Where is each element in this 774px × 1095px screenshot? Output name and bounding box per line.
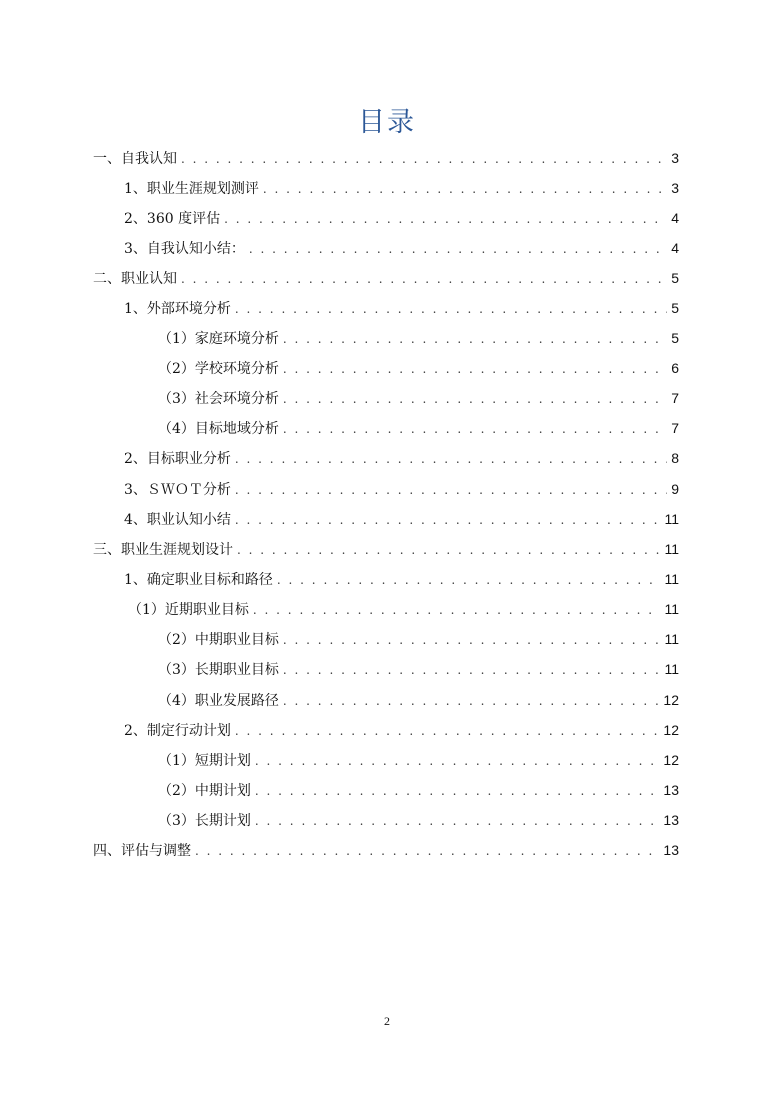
- dot-leader: [283, 332, 667, 346]
- dot-leader: [195, 844, 659, 858]
- toc-entry-label: （4）目标地域分析: [158, 421, 279, 437]
- toc-entry-label: （3）长期职业目标: [158, 662, 279, 678]
- toc-entry[interactable]: [124, 203, 679, 233]
- toc-entry-page: 12: [663, 752, 679, 768]
- page-number: 2: [384, 1014, 390, 1028]
- toc-entry-label: 一、自我认知: [93, 151, 177, 167]
- toc-title: 目录: [358, 107, 416, 138]
- toc-entry-label: （2）中期职业目标: [158, 632, 279, 648]
- toc-entry-page: 9: [671, 481, 679, 497]
- dot-leader: [181, 152, 667, 166]
- toc-entry[interactable]: [124, 233, 679, 263]
- toc-entry[interactable]: [158, 654, 679, 684]
- toc-entry-page: 8: [671, 450, 679, 466]
- toc-entry[interactable]: [124, 173, 679, 203]
- toc-entry-label: （2）学校环境分析: [158, 361, 279, 377]
- toc-entry-label: （3）长期计划: [158, 813, 251, 829]
- toc-entry[interactable]: [93, 835, 679, 865]
- toc-entry[interactable]: [124, 443, 679, 473]
- toc-entry-label: 2、制定行动计划: [124, 723, 231, 739]
- dot-leader: [235, 483, 667, 497]
- toc-entry-label: 二、职业认知: [93, 271, 177, 287]
- toc-entry-label: 三、职业生涯规划设计: [93, 542, 233, 558]
- dot-leader: [224, 212, 667, 226]
- toc-entry-page: 3: [671, 150, 679, 166]
- toc-entry[interactable]: [158, 323, 679, 353]
- dot-leader: [255, 754, 660, 768]
- toc-entry-label: 2、目标职业分析: [124, 451, 231, 467]
- toc-entry[interactable]: [158, 383, 679, 413]
- toc-entry-page: 7: [671, 420, 679, 436]
- toc-entry[interactable]: [93, 263, 679, 293]
- toc-entry-page: 5: [671, 330, 679, 346]
- toc-entry-page: 7: [671, 390, 679, 406]
- dot-leader: [283, 633, 661, 647]
- toc-entry-label: （1）短期计划: [158, 753, 251, 769]
- toc-entry-page: 12: [663, 692, 679, 708]
- toc-entry-page: 11: [664, 571, 679, 587]
- toc-entry[interactable]: [93, 143, 679, 173]
- toc-entry-label: （4）职业发展路径: [158, 693, 279, 709]
- dot-leader: [277, 573, 661, 587]
- dot-leader: [253, 603, 661, 617]
- dot-leader: [283, 694, 660, 708]
- toc-entry-page: 4: [671, 240, 679, 256]
- dot-leader: [263, 182, 667, 196]
- dot-leader: [181, 272, 667, 286]
- toc-entry-label: （1）近期职业目标: [128, 602, 249, 618]
- toc-entry-label: 2、360 度评估: [124, 211, 221, 227]
- toc-entry-label: 1、职业生涯规划测评: [124, 181, 259, 197]
- dot-leader: [235, 513, 661, 527]
- toc-entry[interactable]: [158, 413, 679, 443]
- toc-entry-page: 12: [663, 722, 679, 738]
- toc-entry[interactable]: [124, 474, 679, 504]
- toc-entry-page: 13: [663, 812, 679, 828]
- toc-entry[interactable]: [158, 624, 679, 654]
- toc-entry-page: 11: [664, 601, 679, 617]
- toc-entry[interactable]: [124, 293, 679, 323]
- toc-entry-label: 四、评估与调整: [93, 843, 191, 859]
- dot-leader: [235, 452, 667, 466]
- toc-entry-page: 5: [671, 270, 679, 286]
- toc-entry-label: （1）家庭环境分析: [158, 331, 279, 347]
- dot-leader: [237, 543, 660, 557]
- toc-entry[interactable]: [128, 594, 679, 624]
- dot-leader: [255, 814, 660, 828]
- dot-leader: [249, 242, 667, 256]
- toc-entry[interactable]: [124, 504, 679, 534]
- dot-leader: [235, 302, 667, 316]
- toc-entry-page: 6: [671, 360, 679, 376]
- toc-entry-label: 4、职业认知小结: [124, 512, 231, 528]
- dot-leader: [283, 663, 661, 677]
- toc-entry[interactable]: [158, 805, 679, 835]
- toc-entry-page: 11: [664, 631, 679, 647]
- toc-entry-page: 3: [671, 180, 679, 196]
- toc-entry[interactable]: [158, 775, 679, 805]
- dot-leader: [283, 392, 667, 406]
- toc-entry[interactable]: [124, 715, 679, 745]
- dot-leader: [283, 362, 667, 376]
- dot-leader: [283, 422, 667, 436]
- toc-entry-page: 13: [663, 782, 679, 798]
- toc-entry-label: （3）社会环境分析: [158, 391, 279, 407]
- toc-entry[interactable]: [124, 564, 679, 594]
- toc-entry-page: 11: [664, 661, 679, 677]
- toc-entry-label: 1、外部环境分析: [124, 301, 231, 317]
- toc-entry-page: 11: [664, 541, 679, 557]
- toc-entry[interactable]: [158, 353, 679, 383]
- toc-entry-page: 13: [663, 842, 679, 858]
- dot-leader: [235, 724, 660, 738]
- toc-entry[interactable]: [158, 685, 679, 715]
- toc-entry[interactable]: [158, 745, 679, 775]
- dot-leader: [255, 784, 660, 798]
- toc-entry-label: 3、自我认知小结：: [124, 241, 245, 257]
- toc-entry-label: （2）中期计划: [158, 783, 251, 799]
- toc-entry-label: 3、ＳＷＯＴ分析: [124, 482, 231, 498]
- toc-entry-page: 5: [671, 300, 679, 316]
- toc-entry-label: 1、确定职业目标和路径: [124, 572, 273, 588]
- toc-entry-page: 11: [664, 511, 679, 527]
- toc-entry-page: 4: [671, 210, 679, 226]
- toc-entry[interactable]: [93, 534, 679, 564]
